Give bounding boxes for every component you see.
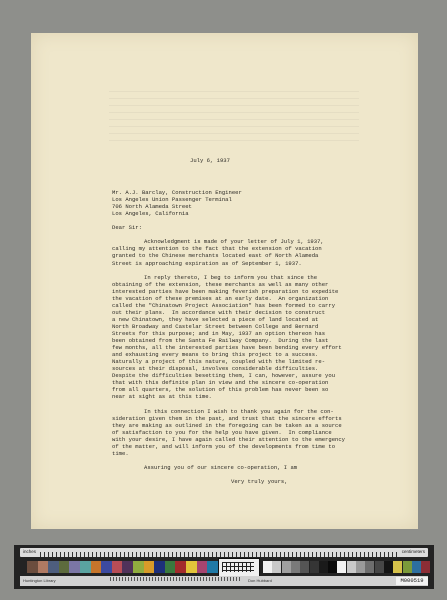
color-patch: [337, 561, 346, 573]
body-line: called the "Chinatown Project Association" has been formed to carry: [112, 301, 336, 309]
color-patch: [300, 561, 309, 573]
color-patch: [165, 561, 176, 573]
color-patch: [272, 561, 281, 573]
grid-pattern: [222, 562, 254, 572]
body-line: Despite the difficulties besetting them, I can, however, assure you: [112, 372, 336, 380]
color-patch: [186, 561, 197, 573]
color-patch: [282, 561, 291, 573]
color-patch: [133, 561, 144, 573]
address-line: Los Angeles, California: [112, 210, 189, 218]
letter-date: July 6, 1937: [190, 157, 230, 164]
color-patch: [421, 561, 430, 573]
body-line: of the matter, and will inform you of the developments from time to: [112, 442, 336, 450]
body-line: out their plans. In accordance with their decision to construct: [112, 308, 326, 316]
body-line: calling my attention to the fact that the extension of vacation: [112, 245, 322, 253]
color-patch: [69, 561, 80, 573]
scale-ticks: [110, 577, 240, 581]
body-line: the vacation of these premises at an early date. An organization: [112, 294, 329, 302]
color-patch: [347, 561, 356, 573]
grid-target: [218, 558, 260, 578]
letter-sheet: [31, 33, 418, 529]
color-patch: [207, 561, 218, 573]
body-line: In reply thereto, I beg to inform you that since the: [144, 273, 318, 281]
body-line: that with this definite plan in view and the sincere co-operation: [112, 379, 329, 387]
color-patch: [375, 561, 384, 573]
body-line: of satisfaction to you for the help you have given. In compliance: [112, 428, 332, 436]
body-line: from all quarters, the solution of this problem has never been so: [112, 386, 329, 394]
color-patch: [365, 561, 374, 573]
bottom-scale: [20, 576, 428, 586]
address-line: Mr. A.J. Barclay, Construction Engineer: [112, 189, 242, 196]
color-patch: [175, 561, 186, 573]
color-patch: [356, 561, 365, 573]
color-patch: [38, 561, 49, 573]
color-patch: [403, 561, 412, 573]
color-patch: [319, 561, 328, 573]
body-line: time.: [112, 449, 129, 457]
target-signature: Don Hubbard: [248, 578, 272, 583]
letter-body: [31, 33, 418, 529]
body-line: they are making as outlined in the foregoing can be taken as a source: [112, 421, 342, 429]
body-line: obtaining of the extension, these merchants as well as many other: [112, 280, 329, 288]
color-patch: [91, 561, 102, 573]
color-patch: [59, 561, 70, 573]
body-line: few months, all the interested parties have been bending every effort: [112, 344, 342, 352]
body-line: In this connection I wish to thank you again for the con-: [144, 407, 334, 415]
body-line: sources at their disposal, involves considerable difficulties.: [112, 365, 319, 373]
body-line: Naturally a project of this nature, coupled with the limited re-: [112, 358, 326, 366]
body-line: Streets for this purpose; and in May, 1937 an option thereon has: [112, 330, 326, 337]
ruler-ticks: [40, 552, 398, 557]
color-patch: [384, 561, 393, 573]
color-patch: [48, 561, 59, 573]
body-line: sideration given them in the past, and trust that the sincere efforts: [112, 414, 342, 422]
address-line: 706 North Alameda Street: [112, 203, 192, 211]
body-line: near at sight as at this time.: [112, 393, 212, 401]
color-patch: [328, 561, 337, 573]
body-line: and exhausting every means to bring this project to a success.: [112, 351, 319, 359]
target-credit: Huntington Library: [23, 578, 56, 583]
color-patch: [154, 561, 165, 573]
body-line: with your desire, I have again called their attention to the emergency: [112, 435, 346, 443]
color-patch: [144, 561, 155, 573]
color-patch: [80, 561, 91, 573]
color-patch: [122, 561, 133, 573]
color-patch: [197, 561, 208, 573]
item-id-label: M000519: [396, 577, 428, 585]
address-line: Los Angeles Union Passenger Terminal: [112, 196, 232, 204]
body-line: granted to the Chinese merchants located east of North Alameda: [112, 252, 319, 260]
color-patch: [101, 561, 112, 573]
body-line: been obtained from the Santa Fe Railway Company. During the last: [112, 337, 329, 345]
salutation: Dear Sir:: [112, 224, 142, 232]
body-line: a new Chinatown, they have selected a piece of land located at: [112, 315, 319, 323]
body-line: Street is approaching expiration as of September 1, 1937.: [112, 259, 302, 267]
body-line: Acknowledgment is made of your letter of July 1, 1937,: [144, 238, 324, 246]
body-line: interested parties have been making feverish preparation to expedite: [112, 287, 339, 295]
color-patch: [310, 561, 319, 573]
color-patch: [412, 561, 421, 573]
ruler-unit-centimeters: centimeters: [401, 549, 425, 554]
inch-cm-ruler: [20, 548, 428, 557]
body-line: North Broadway and Castelar Street between College and Bernard: [112, 322, 319, 330]
color-patch: [112, 561, 123, 573]
closing-line: Very truly yours,: [231, 478, 288, 486]
color-patch: [393, 561, 402, 573]
ruler-unit-inches: inches: [23, 549, 37, 554]
color-patch: [291, 561, 300, 573]
color-patch: [27, 561, 38, 573]
color-patch: [263, 561, 272, 573]
color-calibration-target: [14, 545, 434, 589]
body-line: Assuring you of our sincere co-operation, I am: [144, 463, 298, 471]
